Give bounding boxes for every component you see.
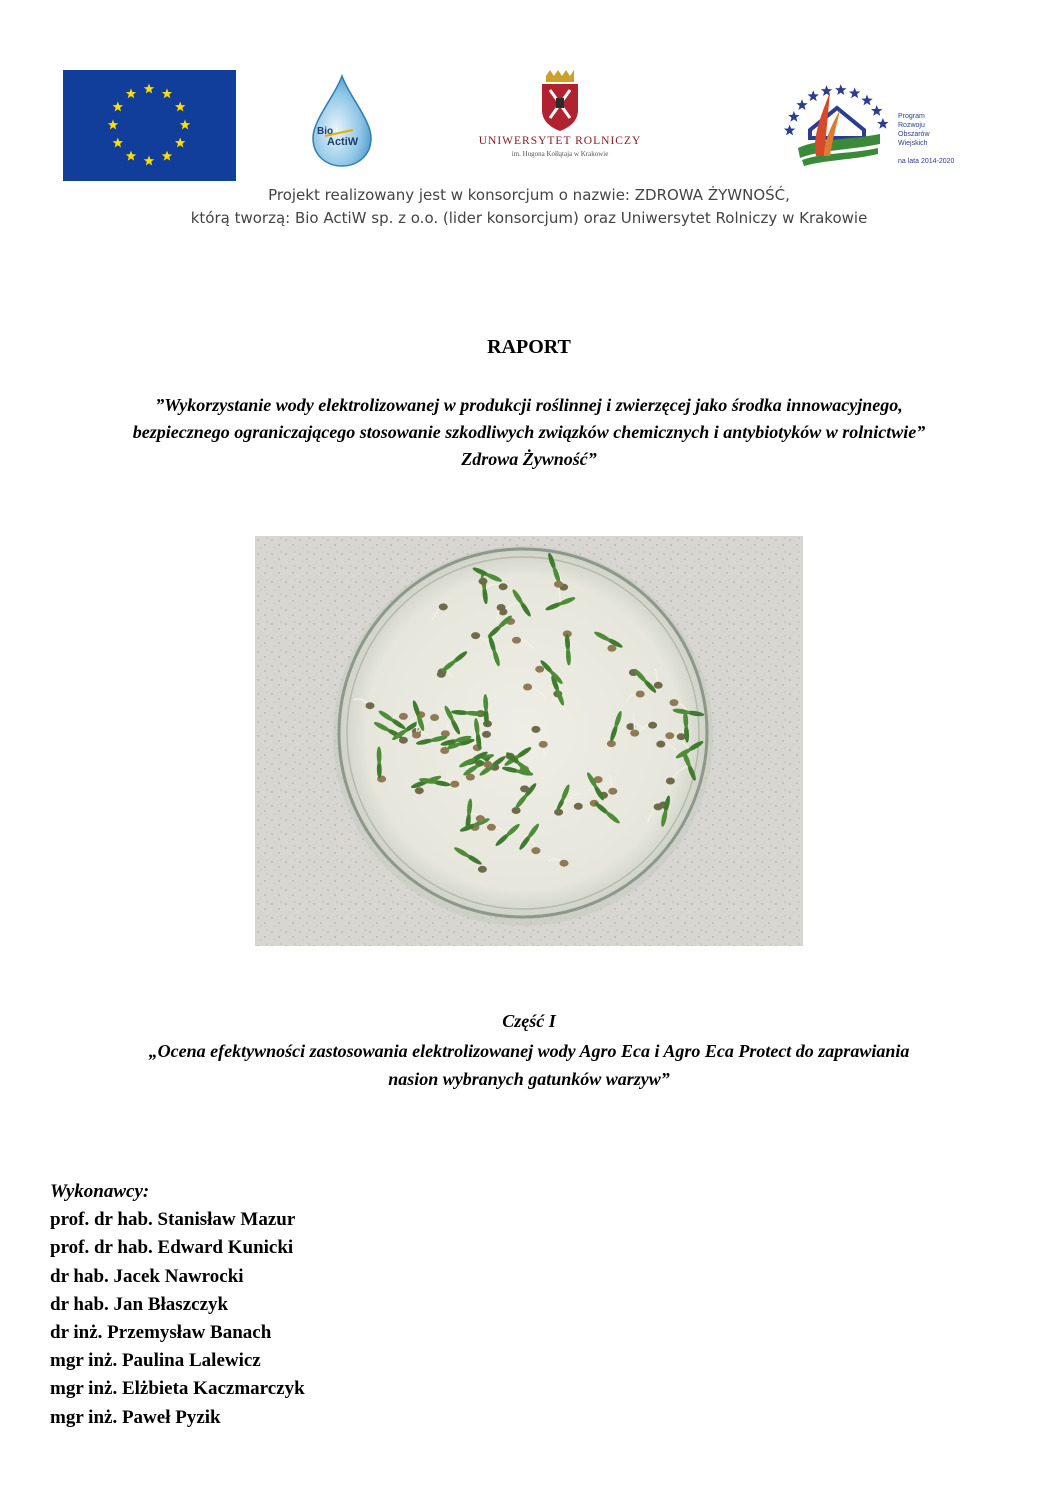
contractor-name: mgr inż. Paweł Pyzik — [50, 1406, 221, 1428]
university-name: UNIWERSYTET ROLNICZY — [478, 135, 642, 147]
contractor-name: prof. dr hab. Edward Kunicki — [50, 1237, 294, 1259]
contractor-name: mgr inż. Paulina Lalewicz — [50, 1350, 261, 1372]
university-logo — [470, 70, 650, 162]
report-title-line-1: ”Wykorzystanie wody elektrolizowanej w produkcji roślinnej i zwierzęcej jako środka innowacyjnego, — [155, 395, 903, 415]
prow-line-wiejskich: Wiejskich — [898, 140, 928, 147]
prow-logo — [780, 78, 955, 178]
consortium-text-line-1: Projekt realizowany jest w konsorcjum o nazwie: ZDROWA ŻYWNOŚĆ, — [268, 186, 790, 204]
contractor-name: dr hab. Jan Błaszczyk — [50, 1293, 229, 1315]
part-title — [40, 1037, 1018, 1093]
prow-line-rozwoju: Rozwoju — [898, 122, 925, 129]
part-label: Część I — [502, 1011, 556, 1031]
petri-dish-photo — [255, 536, 803, 946]
part-title-line-2: nasion wybranych gatunków warzyw” — [388, 1069, 670, 1089]
contractor-name: mgr inż. Elżbieta Kaczmarczyk — [50, 1378, 305, 1400]
report-label: RAPORT — [487, 336, 571, 358]
part-title-line-1: „Ocena efektywności zastosowania elektrolizowanej wody Agro Eca i Agro Eca Protect do zaprawiania — [148, 1041, 910, 1061]
prow-years: na lata 2014-2020 — [898, 158, 955, 165]
prow-emblem-icon — [780, 78, 895, 178]
water-drop-icon — [305, 72, 379, 170]
eu-stars-icon — [63, 70, 236, 181]
prow-program-text — [898, 112, 930, 148]
prow-line-obszarow: Obszarów — [898, 131, 930, 138]
report-title — [40, 392, 1018, 473]
prow-line-program: Program — [898, 113, 925, 120]
report-title-line-2: bezpiecznego ograniczającego stosowanie szkodliwych związków chemicznych i antybiotyków w rolnictwie” — [132, 422, 926, 442]
contractor-name: dr hab. Jacek Nawrocki — [50, 1265, 244, 1287]
contractors-list — [50, 1178, 305, 1432]
contractor-name: dr inż. Przemysław Banach — [50, 1322, 272, 1344]
contractor-name: prof. dr hab. Stanisław Mazur — [50, 1209, 296, 1231]
consortium-text-line-2: którą tworzą: Bio ActiW sp. z o.o. (lider konsorcjum) oraz Uniwersytet Rolniczy w Krakowie — [190, 209, 868, 227]
university-subtitle: im. Hugona Kołłątaja w Krakowie — [511, 150, 609, 158]
report-title-line-3: Zdrowa Żywność” — [461, 449, 597, 469]
bioactiw-logo — [305, 72, 379, 170]
bioactiw-bio-text: Bio — [317, 126, 334, 137]
bioactiw-actiw-text: ActiW — [327, 136, 359, 148]
eu-flag-logo — [63, 70, 236, 181]
seedlings-image — [255, 536, 803, 946]
university-crest-icon — [470, 70, 650, 132]
contractors-heading: Wykonawcy: — [50, 1181, 150, 1202]
